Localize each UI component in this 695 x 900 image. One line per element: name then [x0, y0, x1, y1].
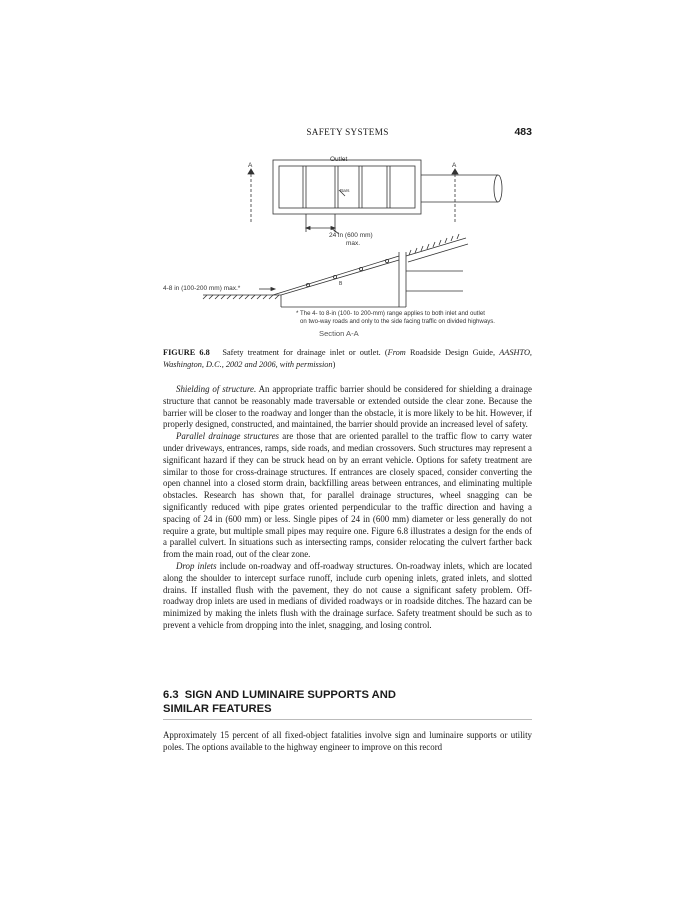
section-mark-right: A	[452, 162, 457, 169]
spacing-label-line2: max.	[346, 240, 361, 247]
section-number: 6.3	[163, 689, 179, 701]
section-title-line1: SIGN AND LUMINAIRE SUPPORTS AND	[184, 689, 396, 701]
running-title: SAFETY SYSTEMS	[306, 127, 389, 137]
paragraph-shielding-lead: Shielding of structure.	[176, 384, 257, 394]
section-mark-left: A	[248, 162, 253, 169]
running-header	[163, 127, 532, 141]
footnote-line2: on two-way roads and only to the side facing traffic on divided highways.	[300, 318, 495, 325]
caption-label: FIGURE 6.8	[163, 348, 210, 357]
page-number: 483	[514, 126, 532, 138]
section-view	[203, 234, 468, 307]
paragraph-parallel-text: are those that are oriented parallel to the traffic flow to carry water under driveways, entrances, ramps, side roads, and median crossovers. Such structures may represent a significant hazard if they can be struck head on by an errant vehicle. Options for safety treatment are similar to those for cross-drainage structures. If entrances are closely spaced, consider converting the open channel into a closed storm drain, backfilling areas between entrances, and eliminating multiple obstacles. Research has shown that, for parallel drainage structures, wheel snagging can be significantly reduced with pipe grates oriented perpendicular to the traffic direction and having a spacing of 24 in (600 mm) or less. Single pipes of 24 in (600 mm) diameter or less generally do not require a grate, but multiple small pipes may require one. Figure 6.8 illustrates a design for the ends of a parallel culvert. In situations such as intersecting ramps, consider relocating the culvert farther back from the main road, out of the clear zone.	[163, 431, 532, 560]
caption-source-prefix: From	[387, 348, 406, 357]
caption-close: )	[332, 359, 336, 369]
section-heading	[163, 689, 532, 716]
footnote-line1: * The 4- to 8-in (100- to 200-mm) range applies to both inlet and outlet	[296, 310, 485, 317]
paragraph-drop-inlets-lead: Drop inlets	[176, 560, 217, 571]
bar-symbol-label: B	[339, 281, 343, 287]
caption-source-mid: Roadside Design Guide,	[405, 348, 500, 357]
caption-text: Safety treatment for drainage inlet or outlet. (	[222, 348, 388, 357]
figure-caption	[163, 347, 532, 370]
paragraph-drop-inlets-text: include on-roadway and off-roadway structures. On-roadway inlets, which are located along the shoulder to intercept surface runoff, include curb opening inlets, grated inlets, and slotted drains. If installed flush with the pavement, they do not cause a significant safety problem. Off-roadway drop inlets are used in medians of divided roadways or in roadside ditches. The hazard can be minimized by making the inlets flush with the drainage surface. Safety treatment should be such as to prevent a vehicle from dropping into the inlet, snagging, and losing control.	[163, 560, 532, 630]
section-title: Section A-A	[319, 329, 359, 338]
paragraph-parallel-lead: Parallel drainage structures	[176, 431, 279, 442]
figure-6-8	[163, 152, 538, 340]
section-rule	[163, 719, 532, 720]
paragraph-parallel	[163, 431, 532, 561]
section-title-line2: SIMILAR FEATURES	[163, 702, 272, 715]
outlet-label: Outlet	[330, 156, 348, 163]
section-paragraph-1: Approximately 15 percent of all fixed-object fatalities involve sign and luminaire supports or utility poles. The options available to the highway engineer to improve on this record	[163, 730, 532, 752]
bars-label: Bars	[340, 188, 350, 193]
paragraph-drop-inlets	[163, 561, 532, 632]
caption-source: AASHTO, Washington, D.C., 2002 and 2006, with permission	[163, 348, 533, 369]
plan-view	[248, 160, 502, 234]
paragraph-shielding-text: An appropriate traffic barrier should be considered for shielding a drainage structure that cannot be reasonably made traversable or extended outside the clear zone. Because the barrier will be closer to the roadway and longer than the obstacle, it is more likely to be hit. However, if properly designed, constructed, and maintained, the barrier should provide an increased level of safety.	[163, 384, 532, 430]
range-note: 4-8 in (100-200 mm) max.*	[163, 285, 241, 292]
paragraph-shielding	[163, 384, 532, 431]
body-text	[163, 384, 532, 632]
section-body	[163, 730, 532, 754]
spacing-label-line1: 24 in (600 mm)	[329, 232, 373, 239]
